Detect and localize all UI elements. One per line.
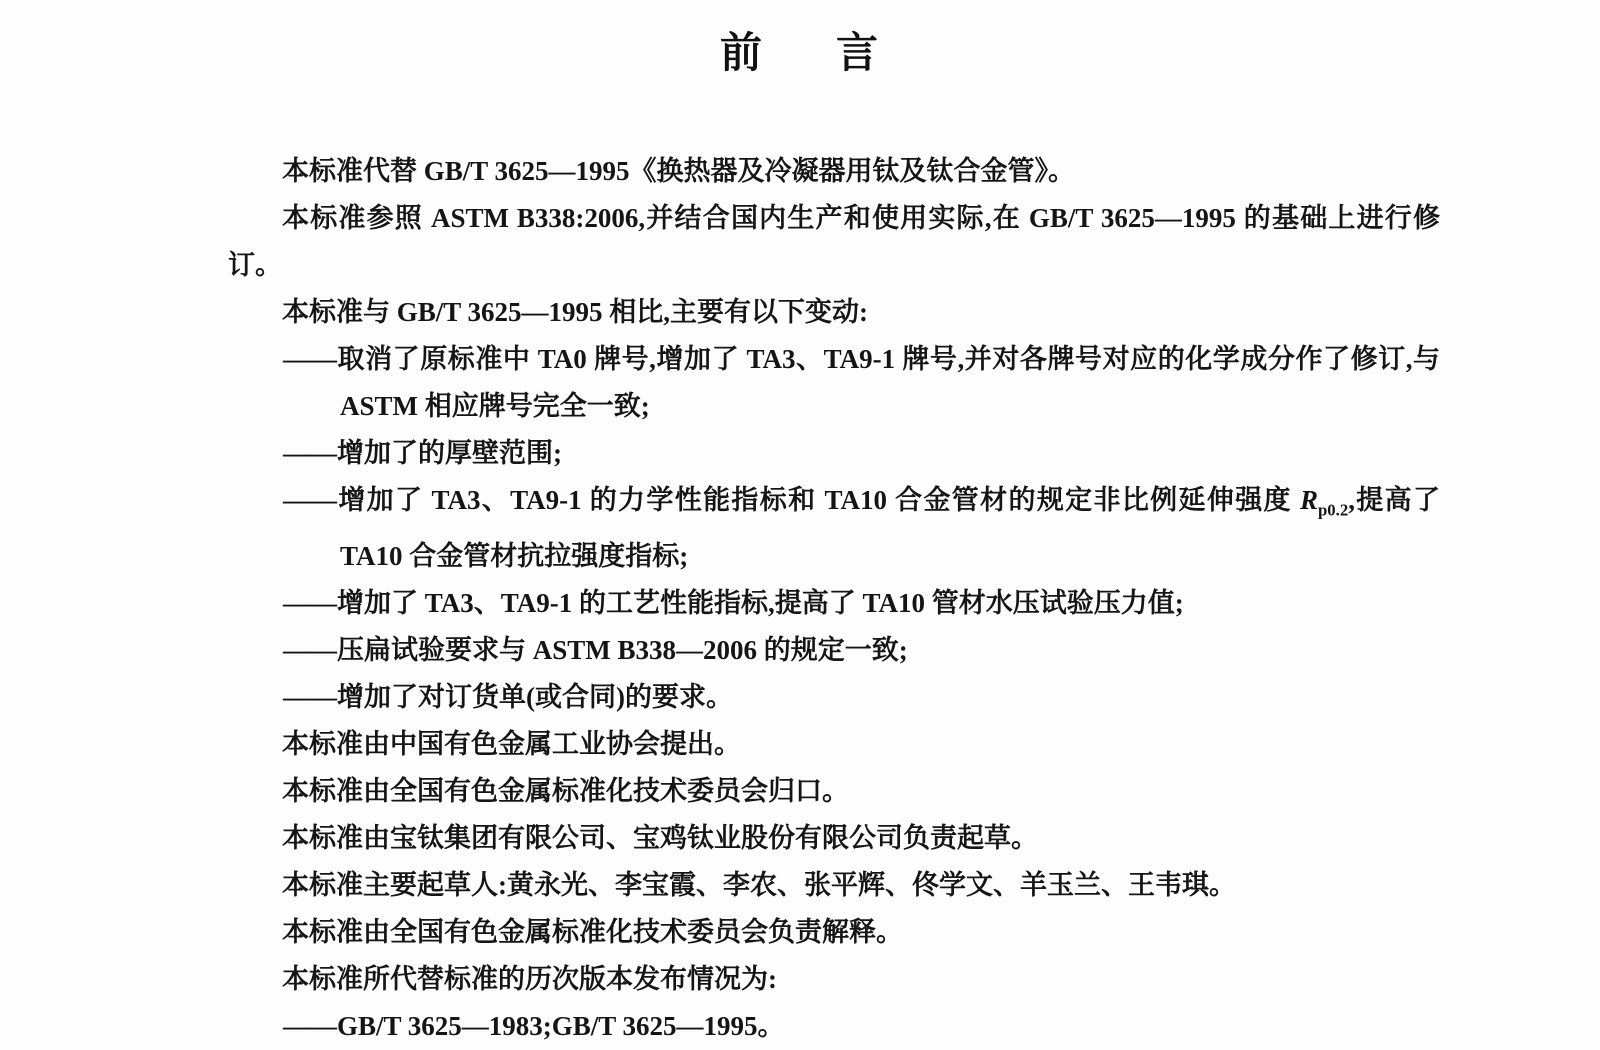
title-char-qian: 前 xyxy=(719,31,764,77)
change-item-process-properties: ——增加了 TA3、TA9-1 的工艺性能指标,提高了 TA10 管材水压试验压力值; xyxy=(283,588,1184,619)
rp02-symbol: R xyxy=(1299,485,1318,515)
foreword-body xyxy=(228,148,1440,1050)
change-item-grades: ——取消了原标准中 TA0 牌号,增加了 TA3、TA9-1 牌号,并对各牌号对应的化学成分作了修订,与 ASTM 相应牌号完全一致; xyxy=(283,344,1440,421)
title-char-yan: 言 xyxy=(836,31,881,77)
para-drafting-organizations: 本标准由宝钛集团有限公司、宝鸡钛业股份有限公司负责起草。 xyxy=(282,823,1038,854)
change-item-mechanical-properties xyxy=(228,477,1440,580)
para-centralized-by: 本标准由全国有色金属标准化技术委员会归口。 xyxy=(282,776,849,807)
para-previous-editions-list: ——GB/T 3625—1983;GB/T 3625—1995。 xyxy=(283,1011,785,1042)
para-interpreted-by: 本标准由全国有色金属标准化技术委员会负责解释。 xyxy=(282,917,903,948)
change-item-order-requirements: ——增加了对订货单(或合同)的要求。 xyxy=(283,682,733,713)
page-title xyxy=(0,20,1600,80)
change-item-wall-thickness: ——增加了的厚壁范围; xyxy=(283,438,562,468)
para-reference-astm: 本标准参照 ASTM B338:2006,并结合国内生产和使用实际,在 GB/T 3625—1995 的基础上进行修订。 xyxy=(228,203,1440,280)
mechanical-post-text: ,提高了TA10 合金管材抗拉强度指标; xyxy=(340,485,1440,572)
mechanical-pre-text: ——增加了 TA3、TA9-1 的力学性能指标和 TA10 合金管材的规定非比例延伸强度 xyxy=(283,485,1300,515)
para-replaces-standard: 本标准代替 GB/T 3625—1995《换热器及冷凝器用钛及钛合金管》。 xyxy=(282,156,1076,186)
para-changes-intro: 本标准与 GB/T 3625—1995 相比,主要有以下变动: xyxy=(282,297,869,327)
para-drafters: 本标准主要起草人:黄永光、李宝霞、李农、张平辉、佟学文、羊玉兰、王韦琪。 xyxy=(282,870,1236,901)
change-item-flattening-test: ——压扁试验要求与 ASTM B338—2006 的规定一致; xyxy=(283,635,908,666)
para-proposed-by: 本标准由中国有色金属工业协会提出。 xyxy=(282,729,741,760)
para-previous-editions-intro: 本标准所代替标准的历次版本发布情况为: xyxy=(282,964,777,995)
rp02-subscript: p0.2 xyxy=(1317,500,1349,520)
